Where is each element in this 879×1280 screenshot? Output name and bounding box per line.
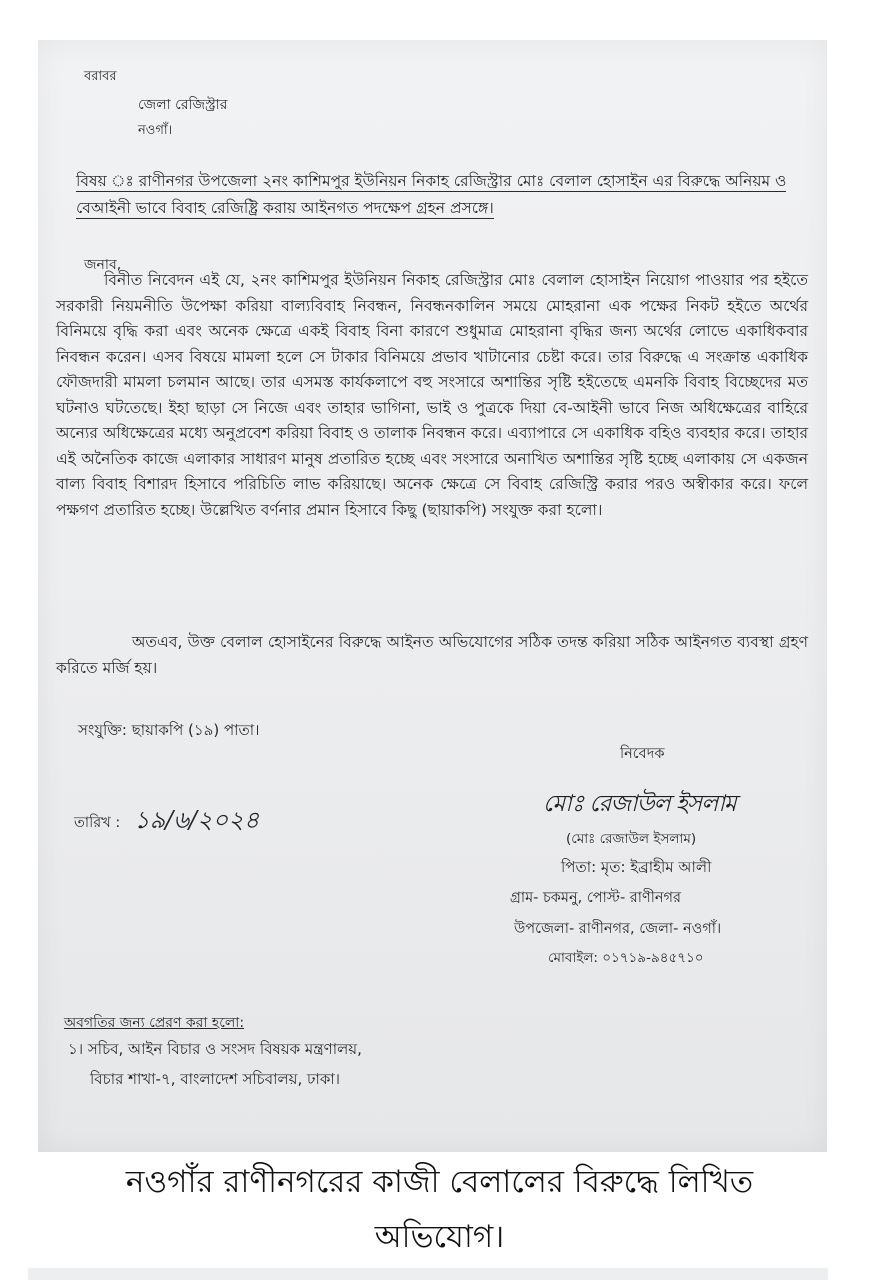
letter-greeting: জনাব, <box>84 257 122 273</box>
body-paragraph-2: অতএব, উক্ত বেলাল হোসাইনের বিরুদ্ধে আইনত অভিযোগের সঠিক তদন্ত করিয়া সঠিক আইনগত ব্যবস্থা গ্রহণ করিতে মর্জি হয়। <box>56 633 808 677</box>
date-value: ১৯/৬/২০২৪ <box>134 806 260 834</box>
address-to: বরাবর <box>84 69 117 84</box>
sender-village: গ্রাম- চকমনু, পোস্ট- রাণীনগর <box>510 890 682 906</box>
cc-line-1: ১। সচিব, আইন বিচার ও সংসদ বিষয়ক মন্ত্রণালয়, <box>68 1040 362 1058</box>
subject-text: বিষয় ঃ রাণীনগর উপজেলা ২নং কাশিমপুর ইউনিয়ন নিকাহ রেজিস্ট্রার মোঃ বেলাল হোসাইন এর বিরুদ্ধে অনিয়ম ও বেআইনী ভাবে বিবাহ রেজিষ্ট্রি করায় আইনগত পদক্ষেপ গ্রহন প্রসঙ্গে। <box>76 172 787 217</box>
date-label: তারিখ : <box>74 815 121 831</box>
sender-upazila: উপজেলা- রাণীনগর, জেলা- নওগাঁ। <box>514 921 722 937</box>
cc-title: অবগতির জন্য প্রেরণ করা হলো: <box>64 1015 245 1031</box>
caption-line-1: নওগাঁর রাণীনগরের কাজী বেলালের বিরুদ্ধে লিখিত <box>125 1164 754 1200</box>
sender-father: পিতা: মৃত: ইব্রাহীম আলী <box>561 858 712 876</box>
body-paragraph-1: বিনীত নিবেদন এই যে, ২নং কাশিমপুর ইউনিয়ন নিকাহ রেজিস্ট্রার মোঃ বেলাল হোসাইন নিয়োগ পাওয়ার পর হইতে সরকারী নিয়মনীতি উপেক্ষা করিয়া বাল্যবিবাহ নিবন্ধন, নিবন্ধনকালিন সময়ে মোহরানা এক পক্ষের নিকট হইতে অর্থের বিনিময়ে বৃদ্ধি করা এবং অনেক ক্ষেত্রে একই বিবাহ বিনা কারণে শুধুমাত্র মোহরানা বৃদ্ধির জন্য অর্থের লোভে একাধিকবার নিবন্ধন করেন। এসব বিষয়ে মামলা হলে সে টাকার বিনিময়ে প্রভাব খাটানোর চেষ্টা করে। তার বিরুদ্ধে এ সংক্রান্ত একাধিক ফৌজদারী মামলা চলমান আছে। তার এসমস্ত কার্যকলাপে বহু সংসারে অশান্তির সৃষ্টি হইতেছে এমনকি বিবাহ বিচ্ছেদের মত ঘটনাও ঘটতেছে। ইহা ছাড়া সে নিজে এবং তাহার ভাগিনা, ভাই ও পুত্রকে দিয়া বে-আইনী ভাবে নিজ অধিক্ষেত্রের বাহিরে অন্যের অধিক্ষেত্রের মধ্যে অনুপ্রবেশ করিয়া বিবাহ ও তালাক নিবন্ধন করে। এব্যাপারে সে একাধিক বহিও ব্যবহার করে। তাহার এই অনৈতিক কাজে এলাকার সাধারণ মানুষ প্রতারিত হচ্ছে এবং সংসারে অনাখিত অশান্তির সৃষ্টি হচ্ছে এলাকায় সে একজন বাল্য বিবাহ বিশারদ হিসাবে পরিচিতি লাভ করিয়াছে। অনেক ক্ষেত্রে সে বিবাহ রেজিস্ট্রি করার পরও অস্বীকার করে। ফলে পক্ষগণ প্রতারিত হচ্ছে। উল্লেখিত বর্ণনার প্রমান হিসাবে কিছু (ছায়াকপি) সংযুক্ত করা হলো। <box>56 271 808 519</box>
attachment-note: সংযুক্তি: ছায়াকপি (১৯) পাতা। <box>78 721 260 739</box>
address-place: নওগাঁ। <box>138 123 173 138</box>
caption-line-2: অভিযোগ। <box>374 1219 505 1255</box>
address-recipient: জেলা রেজিস্ট্রার <box>138 97 228 113</box>
cc-line-2: বিচার শাখা-৭, বাংলাদেশ সচিবালয়, ঢাকা। <box>90 1070 341 1088</box>
bottom-bar <box>28 1268 828 1280</box>
letter-photo <box>38 40 827 1152</box>
sender-mobile: মোবাইল: ০১৭১৯-৯৪৫৭১০ <box>548 950 704 966</box>
sender-name: (মোঃ রেজাউল ইসলাম) <box>566 831 697 847</box>
letter-subject <box>76 168 788 222</box>
signoff-label: নিবেদক <box>620 746 665 762</box>
complaint-letter <box>38 40 827 1152</box>
handwritten-signature: মোঃ রেজাউল ইসলাম <box>543 791 736 817</box>
